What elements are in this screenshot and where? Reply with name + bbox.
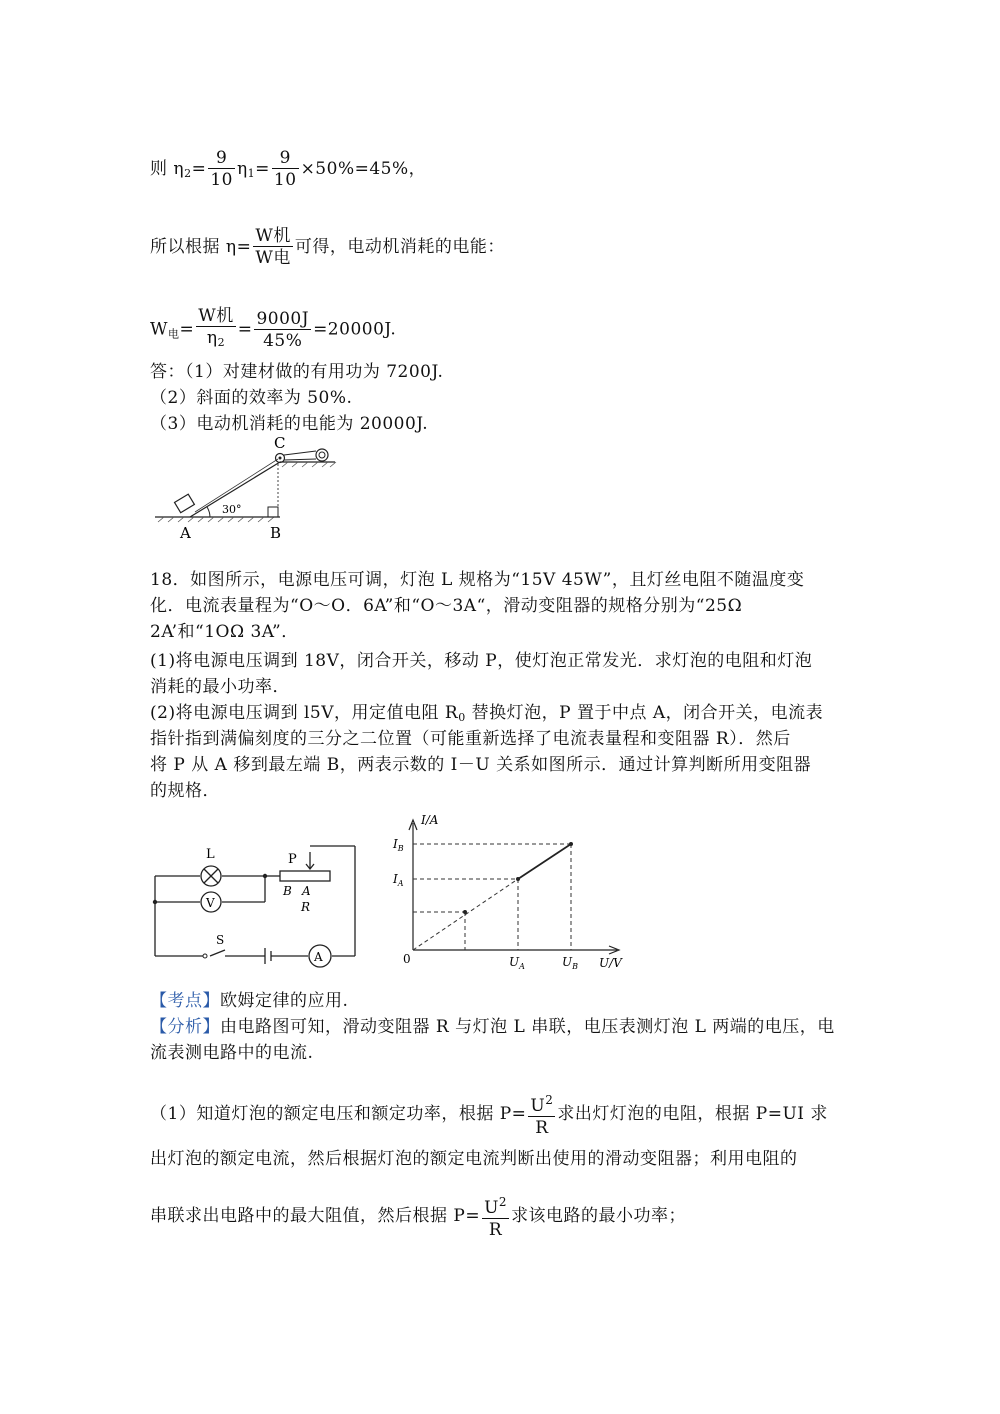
numerator: W机 bbox=[255, 226, 291, 246]
angle-label: 30° bbox=[222, 503, 242, 516]
equals-sign: = bbox=[237, 319, 253, 340]
denominator: 10 bbox=[273, 170, 297, 190]
voltmeter-label: V bbox=[206, 896, 215, 910]
motor-icon bbox=[316, 449, 328, 461]
analysis-l3-post: 求该电路的最小功率； bbox=[511, 1206, 687, 1226]
equals-sign: = bbox=[191, 159, 207, 179]
problem18-q2-line-4: 的规格． bbox=[150, 781, 220, 801]
answer-line-2: （2）斜面的效率为 50%. bbox=[150, 388, 353, 408]
fraction-9-10 bbox=[208, 148, 235, 191]
ua-label: $U_A$ bbox=[509, 955, 525, 971]
u: U bbox=[530, 1096, 546, 1116]
analysis-line-1 bbox=[150, 1090, 828, 1139]
eta2-sub: 2 bbox=[184, 167, 192, 180]
fraction-9-10-b bbox=[272, 148, 299, 191]
eta: η bbox=[206, 328, 218, 348]
analysis-l1-pre: （1）知道灯泡的额定电压和额定功率，根据 P= bbox=[150, 1104, 527, 1124]
fenxi-tag: 【分析】 bbox=[150, 1017, 220, 1037]
rheostat-a-label: A bbox=[302, 884, 311, 898]
u: U bbox=[484, 1198, 499, 1218]
eta1: η bbox=[236, 159, 248, 179]
eta1-sub: 1 bbox=[247, 167, 256, 180]
equals-sign: = bbox=[255, 159, 270, 179]
equals-sign: = bbox=[179, 319, 195, 340]
power-fraction-2 bbox=[482, 1192, 509, 1241]
ammeter-label: A bbox=[314, 950, 323, 964]
numerator: W机 bbox=[198, 306, 234, 326]
analysis-line-2: 出灯泡的额定电流，然后根据灯泡的额定电流判断出使用的滑动变阻器；利用电阻的 bbox=[150, 1149, 798, 1169]
analysis-l3-pre: 串联求出电路中的最大阻值，然后根据 P= bbox=[150, 1206, 481, 1226]
w-result: =20000J. bbox=[313, 319, 397, 340]
x-axis-label: U/V bbox=[599, 956, 622, 970]
circuit-diagram bbox=[150, 838, 365, 968]
eta2-result: ×50%=45%， bbox=[300, 159, 427, 179]
label-b: B bbox=[270, 524, 282, 542]
efficiency-formula-line bbox=[150, 226, 505, 269]
incline-figure bbox=[150, 434, 350, 542]
slider-label: P bbox=[288, 852, 297, 867]
ib-label: $I_B$ bbox=[393, 837, 404, 853]
eta2-lead: 则 η bbox=[150, 159, 185, 179]
w-lead: W bbox=[150, 319, 168, 340]
eta2-equation bbox=[150, 148, 426, 191]
numerator bbox=[528, 1090, 555, 1117]
denominator: W电 bbox=[255, 248, 291, 268]
analysis-line-3 bbox=[150, 1192, 686, 1241]
kaodian-tag: 【考点】 bbox=[150, 991, 220, 1011]
ub-label: $U_B$ bbox=[562, 955, 579, 971]
basis-lead: 所以根据 η= bbox=[150, 237, 252, 257]
problem18-line-3: 2A’和“1OΩ 3A”． bbox=[150, 622, 299, 642]
efficiency-fraction bbox=[253, 226, 292, 269]
analysis-l1-post: 求出灯灯泡的电阻，根据 P=UI 求 bbox=[557, 1104, 828, 1124]
problem18-line-1: 18．如图所示，电源电压可调，灯泡 L 规格为“15V 45W”，且灯丝电阻不随温度变 bbox=[150, 570, 805, 590]
problem18-q2-line-3: 将 P 从 A 移到最左端 B，两表示数的 I－U 关系如图所示．通过计算判断所用变阻器 bbox=[150, 755, 812, 775]
label-c: C bbox=[274, 434, 286, 452]
fenxi-text: 由电路图可知，滑动变阻器 R 与灯泡 L 串联，电压表测灯泡 L 两端的电压，电 bbox=[220, 1017, 835, 1037]
numerator: 9 bbox=[208, 148, 235, 169]
answer-line-3: （3）电动机消耗的电能为 20000J. bbox=[150, 414, 429, 434]
r0-sub: 0 bbox=[458, 711, 466, 724]
numerator: 9 bbox=[272, 148, 299, 169]
origin-label: 0 bbox=[403, 952, 411, 966]
fenxi-line-2: 流表测电路中的电流. bbox=[150, 1043, 314, 1063]
rheostat-b-label: B bbox=[283, 884, 292, 898]
problem18-q1-line-1: (1)将电源电压调到 18V，闭合开关，移动 P，使灯泡正常发光．求灯泡的电阻和灯泡 bbox=[150, 651, 813, 671]
switch-label: S bbox=[216, 933, 225, 947]
sup-2: 2 bbox=[498, 1195, 508, 1209]
denominator: R bbox=[535, 1118, 549, 1138]
w-sub: 电 bbox=[167, 327, 180, 341]
problem18-q2-line-2: 指针指到满偏刻度的三分之二位置（可能重新选择了电流表量程和变阻器 R）．然后 bbox=[150, 729, 791, 749]
iu-graph bbox=[385, 808, 630, 978]
rheostat-r-label: R bbox=[301, 900, 311, 914]
problem18-q1-line-2: 消耗的最小功率． bbox=[150, 677, 290, 697]
denominator: R bbox=[488, 1220, 503, 1240]
fraction-wji-eta bbox=[196, 306, 235, 354]
electric-energy-equation bbox=[150, 306, 396, 354]
label-a: A bbox=[180, 524, 191, 542]
problem18-line-2: 化．电流表量程为“O～O．6A”和“O～3A“，滑动变阻器的规格分别为“25Ω bbox=[150, 596, 743, 616]
fenxi-line-1 bbox=[150, 1014, 835, 1040]
eta-sub: 2 bbox=[217, 336, 226, 349]
denominator bbox=[196, 327, 235, 354]
power-fraction bbox=[528, 1090, 555, 1139]
fraction-9000-45 bbox=[254, 309, 311, 352]
sup-2: 2 bbox=[545, 1093, 554, 1107]
numerator: 9000J bbox=[256, 308, 310, 329]
block bbox=[175, 494, 195, 513]
answer-line-1: 答：（1）对建材做的有用功为 7200J. bbox=[150, 362, 444, 382]
numerator bbox=[482, 1192, 509, 1219]
q2-pre: (2)将电源电压调到 l5V，用定值电阻 R bbox=[150, 703, 459, 723]
y-axis-label: I/A bbox=[421, 813, 439, 827]
lamp-label: L bbox=[206, 847, 215, 862]
ia-label: $I_A$ bbox=[393, 872, 404, 888]
kaodian-line bbox=[150, 988, 348, 1014]
kaodian-text: 欧姆定律的应用. bbox=[220, 991, 349, 1011]
denominator: 45% bbox=[263, 330, 303, 351]
basis-tail: 可得，电动机消耗的电能： bbox=[294, 237, 505, 257]
q2-post: 替换灯泡，P 置于中点 A，闭合开关，电流表 bbox=[465, 703, 824, 723]
ground-hatch bbox=[158, 517, 274, 522]
denominator: 10 bbox=[210, 170, 233, 190]
